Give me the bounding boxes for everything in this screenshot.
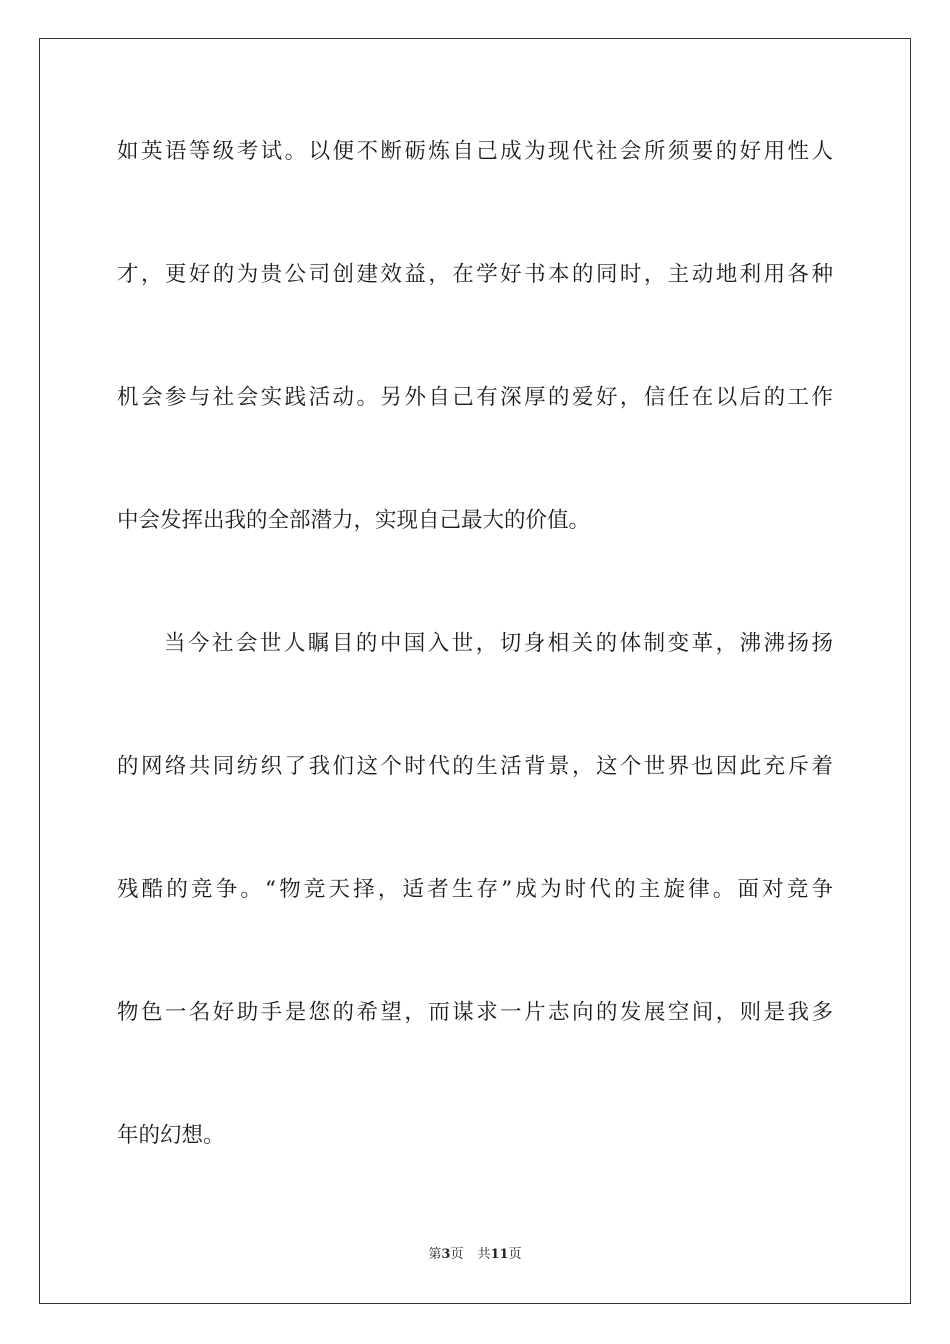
footer-page-number: 3 bbox=[441, 1247, 451, 1262]
paragraph-line-1: 如英语等级考试。以便不断砺炼自己成为现代社会所须要的好用性人 bbox=[117, 139, 833, 164]
footer-page-suffix: 页 bbox=[450, 1247, 464, 1262]
footer-total-suffix: 页 bbox=[508, 1247, 522, 1262]
paragraph-line-2: 才，更好的为贵公司创建效益，在学好书本的同时，主动地利用各种 bbox=[117, 262, 833, 287]
paragraph-line-6: 的网络共同纺织了我们这个时代的生活背景，这个世界也因此充斥着 bbox=[117, 754, 833, 779]
footer-page-prefix: 第 bbox=[428, 1247, 442, 1262]
page-footer bbox=[0, 1246, 950, 1264]
paragraph-line-8: 物色一名好助手是您的希望，而谋求一片志向的发展空间，则是我多 bbox=[117, 1000, 833, 1025]
paragraph-line-4: 中会发挥出我的全部潜力，实现自己最大的价值。 bbox=[117, 508, 591, 533]
footer-total-prefix: 共 bbox=[477, 1247, 491, 1262]
footer-total-pages: 11 bbox=[490, 1247, 509, 1262]
paragraph-line-5: 当今社会世人瞩目的中国入世，切身相关的体制变革，沸沸扬扬 bbox=[164, 631, 833, 656]
paragraph-line-9: 年的幻想。 bbox=[117, 1123, 225, 1148]
paragraph-line-7: 残酷的竞争。“物竞天择，适者生存”成为时代的主旋律。面对竞争 bbox=[117, 877, 833, 902]
page-border bbox=[39, 38, 911, 1304]
paragraph-line-3: 机会参与社会实践活动。另外自己有深厚的爱好，信任在以后的工作 bbox=[117, 385, 833, 410]
